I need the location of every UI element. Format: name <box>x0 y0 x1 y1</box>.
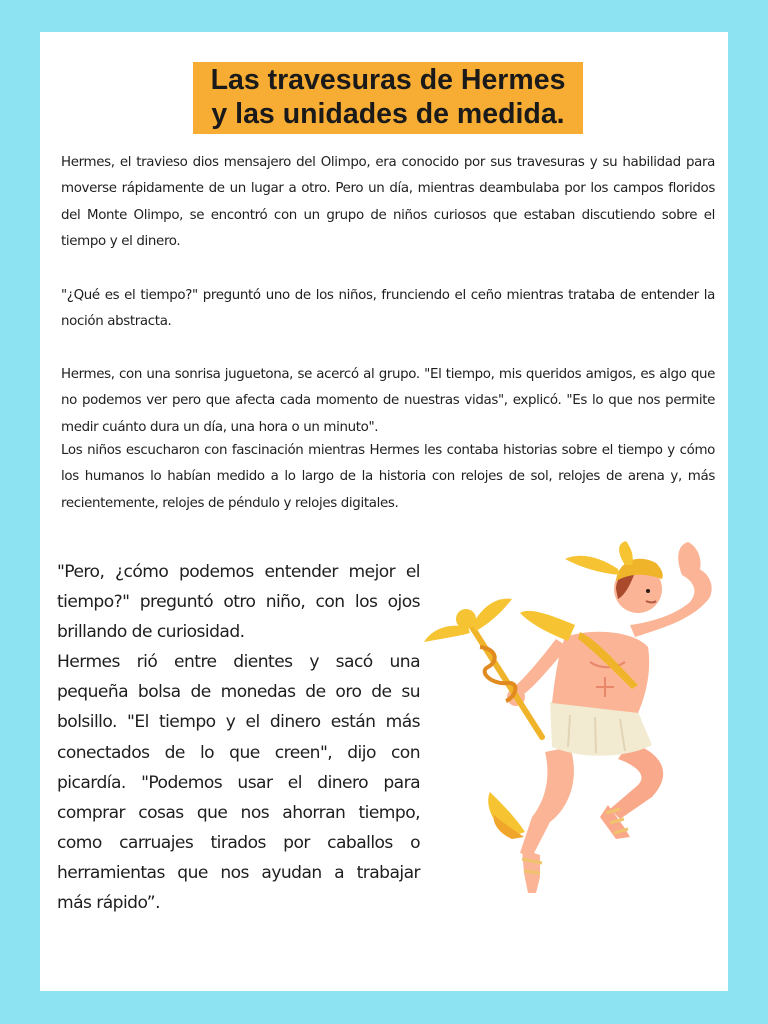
highlight-paragraph-1: "Pero, ¿cómo podemos entender mejor el tiempo?" preguntó otro niño, con los ojos brillando de curiosidad. <box>57 562 420 643</box>
paragraph-hermes-explains: Hermes, con una sonrisa juguetona, se acercó al grupo. "El tiempo, mis queridos amigos, es algo que no podemos ver pero que afecta cada momento de nuestras vidas", explicó. "Es lo que nos permite medir cuánto dura un día, una hora o un minuto". <box>61 367 715 435</box>
paragraph-intro: Hermes, el travieso dios mensajero del Olimpo, era conocido por sus travesuras y su habilidad para moverse rápidamente de un lugar a otro. Pero un día, mientras deambulaba por los campos floridos del Monte Olimpo, se encontró con un grupo de niños curiosos que estaban discutiendo sobre el tiempo y el dinero. <box>61 155 715 249</box>
hermes-torso <box>552 632 649 713</box>
page-title-line-1: Las travesuras de Hermes <box>210 64 566 96</box>
highlight-text <box>57 557 420 918</box>
document-page <box>40 32 728 991</box>
title-banner <box>193 62 583 134</box>
caduceus-wing-right-icon <box>472 599 512 631</box>
paragraph-question: "¿Qué es el tiempo?" preguntó uno de los niños, frunciendo el ceño mientras trataba de entender la noción abstracta. <box>61 288 715 330</box>
highlight-paragraph-2: Hermes rió entre dientes y sacó una pequeña bolsa de monedas de oro de su bolsillo. "El tiempo y el dinero están más conectados de lo que creen", dijo con picardía. "Podemos usar el dinero para comprar cosas que nos ahorran tiempo, como carruajes tirados por caballos o herramientas que nos ayudan a trabajar más rápido”. <box>57 652 420 914</box>
paragraph-clocks: Los niños escucharon con fascinación mientras Hermes les contaba historias sobre el tiempo y cómo los humanos lo habían medido a lo largo de la historia con relojes de sol, relojes de arena y, más recientemente, relojes de péndulo y relojes digitales. <box>61 443 715 511</box>
helmet-wing-icon <box>565 556 620 575</box>
hermes-front-leg <box>520 747 574 857</box>
shoulder-wing-icon <box>520 611 575 641</box>
page-title-line-2: y las unidades de medida. <box>211 98 565 130</box>
caduceus-wing-left-icon <box>424 626 470 642</box>
hermes-illustration <box>420 537 732 907</box>
